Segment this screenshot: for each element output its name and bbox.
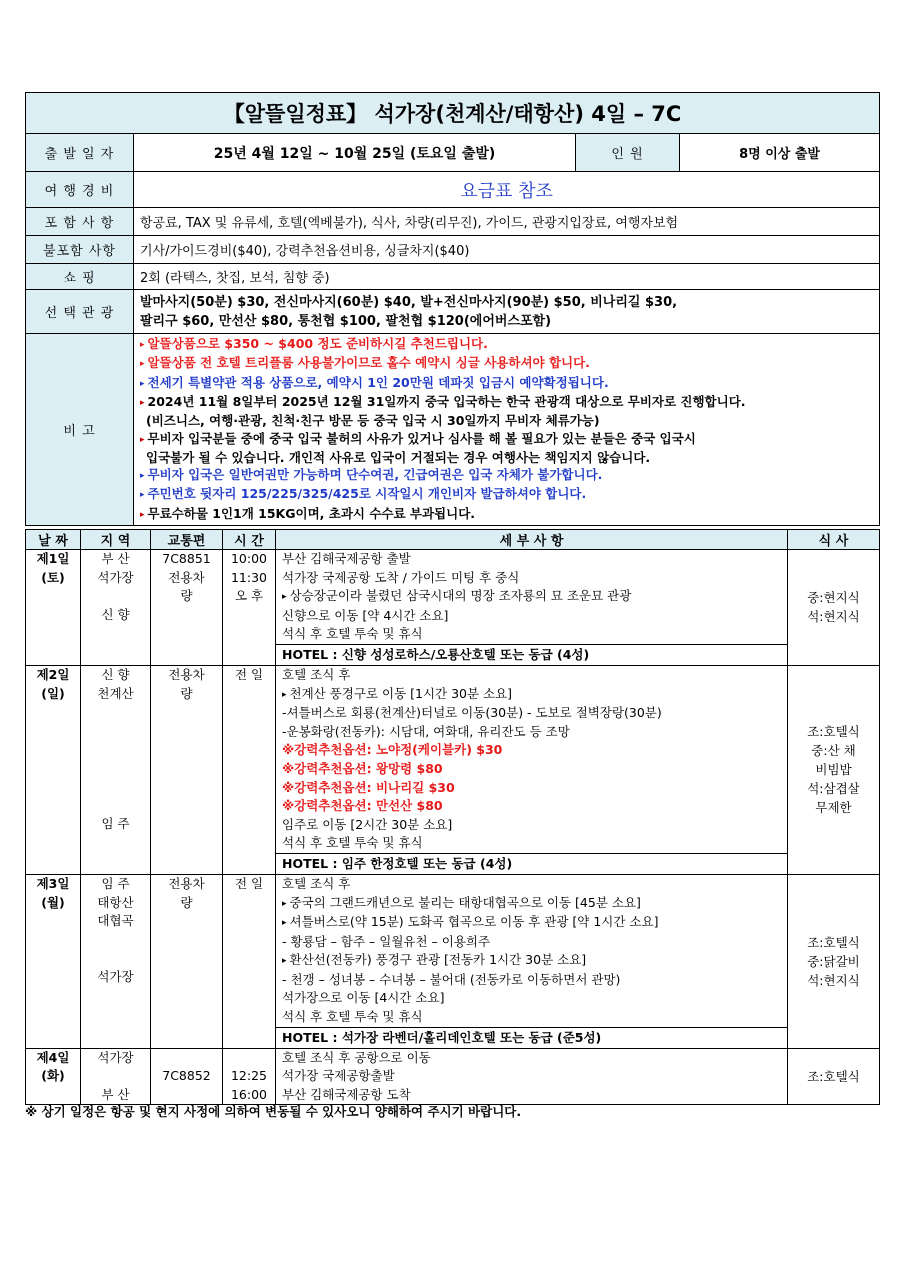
day-time-line [223,1049,275,1068]
detail-text: 환산선(전동카) 풍경구 관광 [전동카 1시간 30분 소요] [289,952,587,968]
day-region-line [81,796,150,815]
day-date-line: (토) [41,569,65,585]
day-date [26,874,81,1048]
arrow-icon: ▸ [140,471,145,482]
included-value: 항공료, TAX 및 유류세, 호텔(엑베불가), 식사, 차량(리무진), 가이드, 관광지입장료, 여행자보험 [134,208,880,236]
day-transport-line [151,1049,222,1068]
arrow-icon: ▸ [140,397,145,408]
detail-text: 석가장 국제공항출발 [282,1068,395,1084]
people-label: 인 원 [576,134,680,172]
day-time [223,874,276,1048]
detail-line [282,685,781,705]
arrow-icon: ▸ [282,898,287,909]
remark-text: 무비자 입국은 일반여권만 가능하며 단수여권, 긴급여권은 입국 자체가 불가합니다. [147,467,603,483]
detail-line [282,1067,781,1086]
day-region-line [81,759,150,778]
remark-text: 전세기 특별약관 적용 상품으로, 예약시 1인 20만원 데파짓 입금시 예약확정됩니다. [147,374,609,390]
detail-text: 석가장 국제공항 도착 / 가이드 미팅 후 중식 [282,569,520,585]
day-region-line: 임 주 [101,875,130,891]
day-region-line: 신 향 [101,666,130,682]
day-transport-line: 량 [180,685,193,701]
detail-line [282,741,781,760]
day-details [276,874,788,1048]
day-region-line: 석가장 [97,1049,134,1065]
day-region-line: 부 산 [101,1086,130,1102]
day-time-line: 16:00 [230,1086,268,1102]
footer-note: ※ 상기 일정은 항공 및 현지 사정에 의하여 변동될 수 있사오니 양해하여 주시기 바랍니다. [25,1104,522,1119]
day-time-line: 12:25 [230,1068,268,1084]
meal-line: 무제한 [815,800,852,816]
options-label: 선 택 관 광 [26,290,134,334]
cost-value: 요금표 참조 [134,172,880,208]
arrow-icon: ▸ [140,378,145,389]
meal-line: 중:닭갈비 [807,953,860,969]
day-date [26,1048,81,1105]
remarks-list [134,334,880,526]
day-date-line: 제3일 [36,875,70,891]
detail-line [282,550,781,569]
day-region-line: 천계산 [97,685,134,701]
excluded-value: 기사/가이드경비($40), 강력추천옵션비용, 싱글차지($40) [134,236,880,264]
day-region-line: 석가장 [97,569,134,585]
remark-line [140,430,873,449]
options-line-2: 팔리구 $60, 만선산 $80, 통천협 $100, 팔천협 $120(에어버스포함) [140,313,552,329]
day-details-body [276,1049,787,1105]
day-meals [788,550,880,666]
day-region-line: 석가장 [97,968,134,984]
day-transport [151,1048,223,1105]
detail-text: - 황룡담 – 함주 – 일월유천 – 이용희주 [282,933,491,949]
detail-line [282,625,781,644]
detail-line [282,894,781,914]
arrow-icon: ▸ [282,592,287,603]
hotel-line: HOTEL : 석가장 라벤더/홀리데인호텔 또는 동급 (준5성) [276,1027,787,1048]
cost-label: 여 행 경 비 [26,172,134,208]
day-date [26,550,81,666]
remark-text: 알뜰상품으로 $350 ~ $400 정도 준비하시길 추천드립니다. [147,336,488,352]
day-region-line [81,587,150,606]
day-region-line: 신 향 [101,606,130,622]
day-region-line [81,949,150,968]
remark-line [140,449,873,466]
meal-line: 중:현지식 [807,590,860,606]
day-date-line: (일) [41,685,65,701]
detail-line [282,989,781,1008]
day-transport-line: 7C8851 [162,551,211,566]
arrow-icon: ▸ [140,434,145,445]
day-transport-line: 전용차 [168,666,205,682]
arrow-icon: ▸ [140,359,145,370]
day-time [223,550,276,666]
schedule-table [25,529,880,1105]
arrow-icon: ▸ [282,689,287,700]
arrow-icon: ▸ [140,340,145,351]
day-time [223,665,276,874]
day-details [276,1048,788,1105]
detail-text: 천계산 풍경구로 이동 [1시간 30분 소요] [289,685,513,701]
remark-text: 알뜰상품 전 호텔 트리플룸 사용불가이므로 홀수 예약시 싱글 사용하셔야 합니다. [147,355,590,371]
detail-text: 임주로 이동 [2시간 30분 소요] [282,816,453,832]
detail-text: 석식 후 호텔 투숙 및 휴식 [282,626,423,642]
hotel-line: HOTEL : 신향 성성로하스/오룡산호텔 또는 동급 (4성) [276,644,787,665]
remark-text: 2024년 11월 8일부터 2025년 12월 31일까지 중국 입국하는 한국 관광객 대상으로 무비자로 진행합니다. [147,393,746,409]
detail-text: 부산 김해국제공항 도착 [282,1086,411,1102]
detail-text: 상승장군이라 불렸던 삼국시대의 명장 조자룡의 묘 조운묘 관광 [289,588,632,604]
detail-text: 중국의 그랜드캐년으로 불리는 태항대협곡으로 이동 [45분 소요] [289,894,641,910]
remark-text: 무료수하물 1인1개 15KG이며, 초과시 수수료 부과됩니다. [147,505,476,521]
meal-line: 조:호텔식 [807,934,860,950]
remarks-label: 비 고 [26,334,134,526]
day-date-line: (화) [41,1068,65,1084]
day-transport [151,665,223,874]
detail-text: 부산 김해국제공항 출발 [282,551,411,566]
detail-line [282,971,781,990]
detail-text: ※강력추천옵션: 왕망령 $80 [282,760,443,776]
detail-line [282,816,781,835]
detail-text: 호텔 조식 후 공항으로 이동 [282,1049,431,1065]
detail-line [282,607,781,626]
day-date-line: 제2일 [36,666,70,682]
arrow-icon: ▸ [282,918,287,929]
day-region-line: 임 주 [101,815,130,831]
detail-line [282,875,781,894]
options-value [134,290,880,334]
shopping-value: 2회 (라텍스, 찻집, 보석, 침향 중) [134,264,880,290]
day-region [81,874,151,1048]
remark-text: 무비자 입국분들 중에 중국 입국 불허의 사유가 있거나 심사를 해 볼 필요가 있는 분들은 중국 입국시 [147,430,696,446]
detail-line [282,569,781,588]
info-table [25,92,880,526]
detail-line [282,704,781,723]
schedule-header [26,530,880,550]
day-details-body [276,875,787,1027]
shopping-label: 쇼 핑 [26,264,134,290]
day-date [26,665,81,874]
options-line-1: 발마사지(50분) $30, 전신마사지(60분) $40, 발+전신마사지(90분) $50, 비나리길 $30, [140,294,678,310]
remark-line [140,485,873,504]
day-details [276,665,788,874]
detail-text: ※강력추천옵션: 노야정(케이블카) $30 [282,742,503,758]
day-transport-line: 전용차 [168,875,205,891]
included-label: 포 함 사 항 [26,208,134,236]
remark-text: 입국불가 될 수 있습니다. 개인적 사유로 입국이 거절되는 경우 여행사는 책임지지 않습니다. [146,449,651,465]
detail-text: 석식 후 호텔 투숙 및 휴식 [282,1009,423,1025]
column-header: 날 짜 [26,530,81,550]
day-region-line [81,703,150,722]
day-region [81,1048,151,1105]
detail-line [282,1049,781,1068]
day-transport-line: 량 [180,894,193,910]
detail-line [282,779,781,798]
column-header: 시 간 [223,530,276,550]
day-region [81,550,151,666]
detail-text: -셔틀버스로 회룡(천계산)터널로 이동(30분) - 도보로 절벽장랑(30분) [282,705,662,721]
day-transport-line: 량 [180,588,193,604]
meal-line: 석:삼겹살 [807,781,860,797]
day-region-line: 부 산 [101,551,130,566]
day-details-body [276,550,787,644]
day-date-line: 제4일 [36,1049,70,1065]
remark-text: (비즈니스, 여행·관광, 친척·친구 방문 등 중국 입국 시 30일까지 무비자 체류가능) [146,413,600,429]
remark-line [140,412,873,429]
departure-label: 출 발 일 자 [26,134,134,172]
arrow-icon: ▸ [282,956,287,967]
day-region-line: 대협곡 [97,913,134,929]
meal-line: 조:호텔식 [807,724,860,740]
arrow-icon: ▸ [140,509,145,520]
remark-text: 주민번호 뒷자리 125/225/325/425로 시작일시 개인비자 발급하셔야 합니다. [147,486,587,502]
detail-line [282,760,781,779]
detail-text: 석가장으로 이동 [4시간 소요] [282,990,445,1006]
day-region-line [81,1067,150,1086]
detail-line [282,797,781,816]
meal-line: 조:호텔식 [807,1069,860,1085]
day-time-line: 전 일 [234,875,264,891]
detail-text: -운봉화랑(전동카): 시담대, 여화대, 유리잔도 등 조망 [282,723,570,739]
detail-text: 신향으로 이동 [약 4시간 소요] [282,607,449,623]
day-region-line [81,722,150,741]
remark-line [140,374,873,393]
detail-text: 셔틀버스로(약 15분) 도화곡 협곡으로 이동 후 관광 [약 1시간 소요] [289,914,659,930]
day-region-line: 태항산 [97,894,134,910]
arrow-icon: ▸ [140,490,145,501]
meal-line: 중:산 채 [811,743,856,759]
day-meals [788,874,880,1048]
meal-line: 석:현지식 [807,972,860,988]
excluded-label: 불포함 사항 [26,236,134,264]
day-time [223,1048,276,1105]
day-transport [151,874,223,1048]
detail-line [282,723,781,742]
column-header: 지 역 [81,530,151,550]
day-transport [151,550,223,666]
day-transport-line: 전용차 [168,569,205,585]
detail-text: 호텔 조식 후 [282,666,351,682]
column-header: 교통편 [151,530,223,550]
day-row [26,874,880,1048]
day-region-line [81,778,150,797]
people-value: 8명 이상 출발 [680,134,880,172]
day-time-line: 10:00 [230,551,268,566]
detail-text: ※강력추천옵션: 만선산 $80 [282,798,443,814]
detail-line [282,933,781,952]
column-header: 식 사 [788,530,880,550]
day-details [276,550,788,666]
detail-line [282,1008,781,1027]
detail-text: 호텔 조식 후 [282,875,351,891]
day-row [26,1048,880,1105]
meal-line: 비빔밥 [815,762,852,778]
column-header: 세 부 사 항 [276,530,788,550]
day-date-line: 제1일 [36,551,70,566]
remark-line [140,393,873,412]
detail-text: 석식 후 호텔 투숙 및 휴식 [282,835,423,851]
day-details-body [276,666,787,853]
departure-value: 25년 4월 12일 ~ 10월 25일 (토요일 출발) [134,134,576,172]
detail-line [282,666,781,685]
day-date-line: (월) [41,894,65,910]
day-time-line: 오 후 [234,588,264,604]
detail-line [282,834,781,853]
day-time-line: 전 일 [234,666,264,682]
remark-line [140,466,873,485]
day-transport-line: 7C8852 [162,1068,211,1084]
day-row [26,665,880,874]
day-meals [788,1048,880,1105]
remark-line [140,354,873,373]
day-region [81,665,151,874]
hotel-line: HOTEL : 임주 한정호텔 또는 동급 (4성) [276,853,787,874]
detail-text: ※강력추천옵션: 비나리길 $30 [282,779,455,795]
detail-line [282,951,781,971]
day-row [26,550,880,666]
remark-line [140,505,873,524]
day-meals [788,665,880,874]
detail-line [282,587,781,607]
remark-line [140,335,873,354]
day-region-line [81,740,150,759]
page-title: 【알뜰일정표】 석가장(천계산/태항산) 4일 – 7C [26,93,880,134]
day-time-line: 11:30 [230,569,268,585]
meal-line: 석:현지식 [807,609,860,625]
detail-line [282,913,781,933]
day-region-line [81,931,150,950]
detail-text: - 천갱 – 성녀봉 – 수녀봉 – 불어대 (전동카로 이동하면서 관망) [282,971,621,987]
